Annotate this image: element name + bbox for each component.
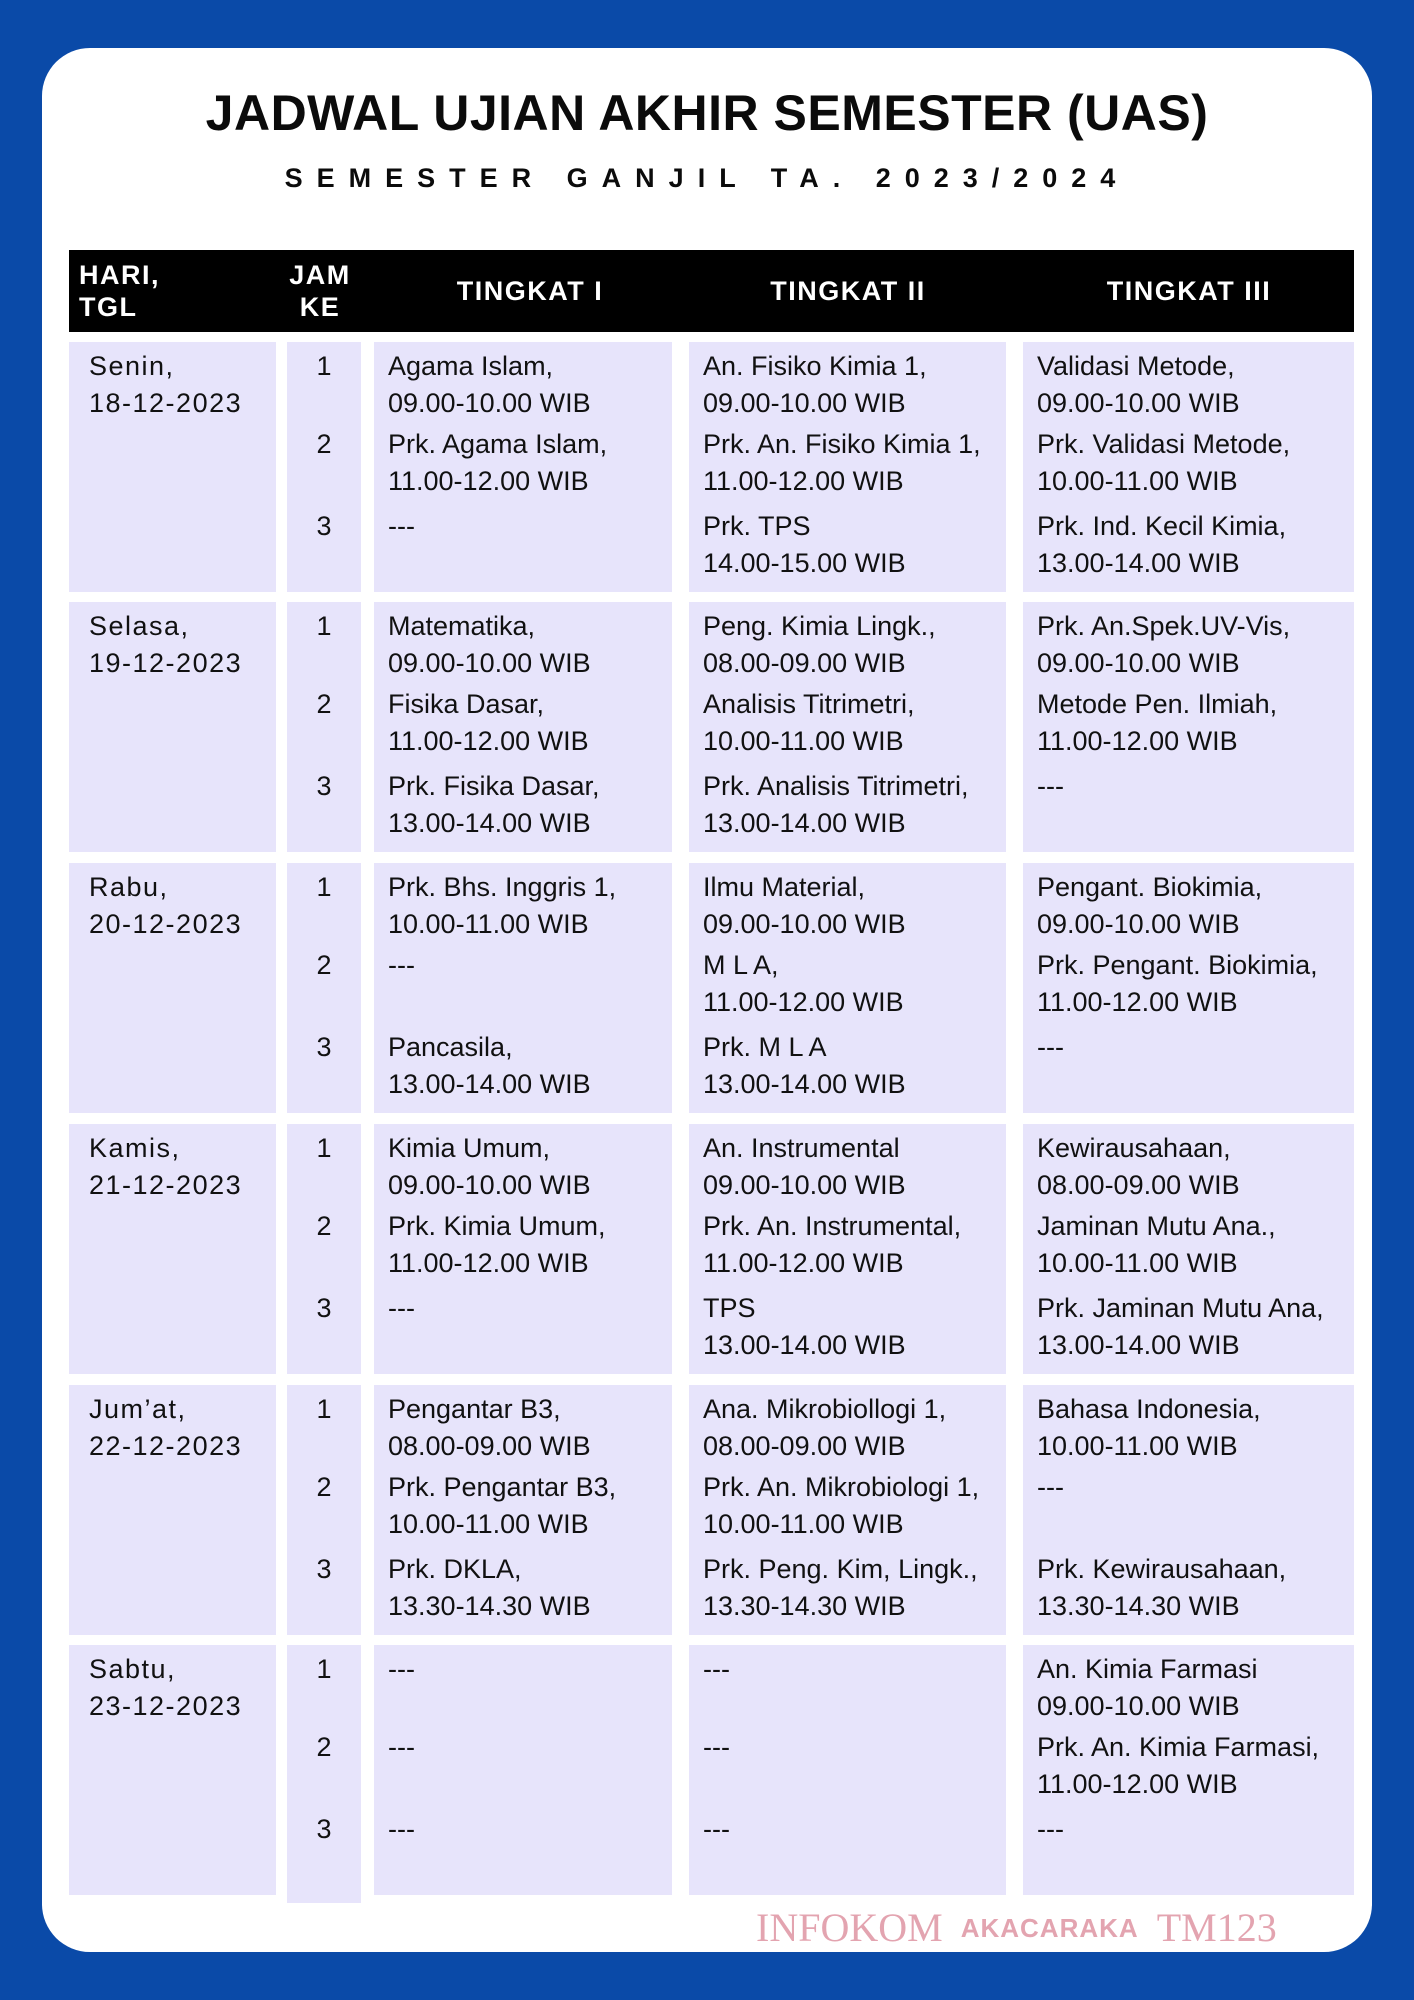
- exam-entry: [1037, 1130, 1348, 1204]
- day-date: [89, 348, 242, 422]
- exam-subject: Prk. An. Instrumental,: [703, 1211, 962, 1241]
- exam-subject: Bahasa Indonesia,: [1037, 1394, 1261, 1424]
- exam-entry: [1037, 348, 1348, 422]
- cell-t1: [374, 1385, 672, 1635]
- cell-day: [69, 1124, 276, 1374]
- exam-subject: Prk. Kewirausahaan,: [1037, 1554, 1287, 1584]
- exam-subject: Prk. Fisika Dasar,: [388, 771, 600, 801]
- day-date: [89, 869, 242, 943]
- exam-entry: [388, 1290, 666, 1327]
- cell-day: [69, 1385, 276, 1635]
- exam-entry: [703, 1290, 1000, 1364]
- day-label: Selasa,: [89, 611, 190, 641]
- exam-entry: [388, 1651, 666, 1688]
- exam-subject: Prk. An. Kimia Farmasi,: [1037, 1732, 1320, 1762]
- exam-subject: Pengant. Biokimia,: [1037, 872, 1263, 902]
- exam-entry: [703, 1469, 1000, 1543]
- exam-entry: [1037, 768, 1348, 805]
- header-jam-line1: JAM: [289, 260, 351, 290]
- exam-entry: [388, 1029, 666, 1103]
- exam-subject: Matematika,: [388, 611, 536, 641]
- exam-subject: Prk. Pengant. Biokimia,: [1037, 950, 1318, 980]
- exam-subject: An. Instrumental: [703, 1133, 900, 1163]
- jam-number: 2: [316, 950, 332, 980]
- exam-entry: [703, 1208, 1000, 1282]
- exam-entry: [388, 1551, 666, 1625]
- exam-time: 13.30-14.30 WIB: [703, 1591, 906, 1621]
- exam-subject: Prk. Ind. Kecil Kimia,: [1037, 511, 1287, 541]
- cell-jam: [287, 1645, 361, 1903]
- exam-time: 13.00-14.00 WIB: [388, 1069, 591, 1099]
- exam-subject: Jaminan Mutu Ana.,: [1037, 1211, 1276, 1241]
- exam-time: 11.00-12.00 WIB: [388, 726, 589, 756]
- exam-time: 10.00-11.00 WIB: [1037, 466, 1238, 496]
- exam-subject: ---: [388, 511, 415, 541]
- exam-entry: [703, 686, 1000, 760]
- cell-day: [69, 342, 276, 592]
- exam-time: 11.00-12.00 WIB: [388, 466, 589, 496]
- exam-time: 10.00-11.00 WIB: [1037, 1431, 1238, 1461]
- jam-number: 2: [316, 429, 332, 459]
- cell-t2: [689, 1645, 1006, 1895]
- cell-t3: [1023, 1645, 1354, 1895]
- exam-entry: [703, 768, 1000, 842]
- exam-entry: [1037, 1811, 1348, 1848]
- exam-entry: [1037, 1208, 1348, 1282]
- cell-t2: [689, 602, 1006, 852]
- exam-subject: Prk. Analisis Titrimetri,: [703, 771, 969, 801]
- header-jam: [285, 250, 355, 332]
- exam-time: 08.00-09.00 WIB: [703, 1431, 906, 1461]
- exam-entry: [1037, 608, 1348, 682]
- exam-time: 13.00-14.00 WIB: [703, 1330, 906, 1360]
- exam-time: 11.00-12.00 WIB: [1037, 987, 1238, 1017]
- header-jam-line2: KE: [299, 292, 341, 322]
- cell-day: [69, 1645, 276, 1895]
- exam-time: 11.00-12.00 WIB: [388, 1248, 589, 1278]
- day-date: [89, 608, 242, 682]
- exam-entry: [388, 947, 666, 984]
- exam-time: 09.00-10.00 WIB: [388, 648, 591, 678]
- exam-subject: ---: [388, 1814, 415, 1844]
- exam-time: 13.00-14.00 WIB: [1037, 1330, 1240, 1360]
- date-label: 20-12-2023: [89, 909, 243, 939]
- exam-time: 09.00-10.00 WIB: [703, 1170, 906, 1200]
- day-date: [89, 1651, 242, 1725]
- jam-number: 3: [316, 1554, 332, 1584]
- cell-t3: [1023, 342, 1354, 592]
- exam-entry: [388, 508, 666, 545]
- exam-time: 09.00-10.00 WIB: [703, 909, 906, 939]
- exam-time: 10.00-11.00 WIB: [388, 909, 589, 939]
- exam-subject: Prk. DKLA,: [388, 1554, 522, 1584]
- exam-time: 08.00-09.00 WIB: [703, 648, 906, 678]
- exam-time: 13.00-14.00 WIB: [1037, 548, 1240, 578]
- cell-day: [69, 863, 276, 1113]
- exam-subject: ---: [703, 1814, 730, 1844]
- header-tingkat-1: TINGKAT I: [456, 275, 604, 306]
- jam-number: 3: [316, 771, 332, 801]
- exam-time: 13.30-14.30 WIB: [388, 1591, 591, 1621]
- page-title: JADWAL UJIAN AKHIR SEMESTER (UAS): [205, 85, 1209, 141]
- jam-number: 1: [316, 351, 332, 381]
- cell-jam: [287, 342, 361, 592]
- exam-time: 11.00-12.00 WIB: [703, 466, 904, 496]
- cell-t3: [1023, 1124, 1354, 1374]
- cell-t1: [374, 342, 672, 592]
- day-date: [89, 1130, 242, 1204]
- cell-t3: [1023, 602, 1354, 852]
- exam-time: 09.00-10.00 WIB: [388, 1170, 591, 1200]
- exam-entry: [703, 1811, 1000, 1848]
- cell-t1: [374, 1645, 672, 1895]
- exam-time: 09.00-10.00 WIB: [388, 388, 591, 418]
- page-subtitle: SEMESTER GANJIL TA. 2023/2024: [284, 163, 1130, 193]
- exam-time: 08.00-09.00 WIB: [1037, 1170, 1240, 1200]
- header-day-line1: HARI,: [79, 260, 160, 290]
- exam-entry: [388, 1391, 666, 1465]
- day-label: Kamis,: [89, 1133, 181, 1163]
- cell-jam: [287, 1124, 361, 1374]
- table-header: [69, 250, 1354, 332]
- date-label: 21-12-2023: [89, 1170, 243, 1200]
- exam-time: 10.00-11.00 WIB: [388, 1509, 589, 1539]
- exam-subject: Prk. Peng. Kim, Lingk.,: [703, 1554, 978, 1584]
- exam-time: 10.00-11.00 WIB: [1037, 1248, 1238, 1278]
- exam-subject: Validasi Metode,: [1037, 351, 1235, 381]
- exam-entry: [388, 608, 666, 682]
- exam-entry: [703, 869, 1000, 943]
- exam-entry: [1037, 1391, 1348, 1465]
- exam-entry: [703, 947, 1000, 1021]
- jam-number: 2: [316, 1211, 332, 1241]
- exam-subject: Prk. An. Mikrobiologi 1,: [703, 1472, 980, 1502]
- exam-time: 10.00-11.00 WIB: [703, 726, 904, 756]
- jam-number: 3: [316, 1814, 332, 1844]
- day-label: Rabu,: [89, 872, 169, 902]
- exam-time: 11.00-12.00 WIB: [703, 1248, 904, 1278]
- exam-subject: Prk. Pengantar B3,: [388, 1472, 617, 1502]
- exam-entry: [1037, 1029, 1348, 1066]
- watermark-left: INFOKOM: [756, 1905, 943, 1950]
- exam-entry: [388, 686, 666, 760]
- exam-subject: Kimia Umum,: [388, 1133, 551, 1163]
- jam-number: 2: [316, 1732, 332, 1762]
- exam-entry: [388, 768, 666, 842]
- exam-subject: Prk. An. Fisiko Kimia 1,: [703, 429, 981, 459]
- exam-subject: ---: [703, 1654, 730, 1684]
- exam-subject: Prk. An.Spek.UV-Vis,: [1037, 611, 1291, 641]
- exam-time: 11.00-12.00 WIB: [1037, 1769, 1238, 1799]
- date-label: 18-12-2023: [89, 388, 243, 418]
- exam-time: 09.00-10.00 WIB: [1037, 1691, 1240, 1721]
- exam-time: 09.00-10.00 WIB: [1037, 388, 1240, 418]
- date-label: 19-12-2023: [89, 648, 243, 678]
- exam-subject: Prk. Agama Islam,: [388, 429, 608, 459]
- jam-number: 1: [316, 1394, 332, 1424]
- exam-entry: [1037, 869, 1348, 943]
- exam-subject: Ilmu Material,: [703, 872, 866, 902]
- day-date: [89, 1391, 242, 1465]
- exam-subject: Pancasila,: [388, 1032, 513, 1062]
- exam-subject: Kewirausahaan,: [1037, 1133, 1231, 1163]
- exam-entry: [703, 608, 1000, 682]
- exam-subject: ---: [388, 1293, 415, 1323]
- exam-entry: [1037, 508, 1348, 582]
- exam-subject: Agama Islam,: [388, 351, 554, 381]
- exam-subject: Fisika Dasar,: [388, 689, 545, 719]
- exam-entry: [1037, 426, 1348, 500]
- exam-time: 09.00-10.00 WIB: [1037, 648, 1240, 678]
- exam-subject: ---: [388, 1654, 415, 1684]
- exam-time: 13.30-14.30 WIB: [1037, 1591, 1240, 1621]
- exam-entry: [703, 508, 1000, 582]
- exam-entry: [388, 1208, 666, 1282]
- exam-entry: [703, 1130, 1000, 1204]
- day-label: Senin,: [89, 351, 175, 381]
- exam-entry: [388, 1811, 666, 1848]
- exam-subject: Pengantar B3,: [388, 1394, 561, 1424]
- cell-t3: [1023, 863, 1354, 1113]
- exam-entry: [703, 1391, 1000, 1465]
- jam-number: 1: [316, 611, 332, 641]
- jam-number: 2: [316, 1472, 332, 1502]
- exam-subject: M L A,: [703, 950, 779, 980]
- exam-entry: [1037, 1469, 1348, 1506]
- watermark-middle: AKACARAKA: [960, 1913, 1139, 1943]
- exam-entry: [388, 869, 666, 943]
- cell-t2: [689, 1385, 1006, 1635]
- exam-time: 09.00-10.00 WIB: [1037, 909, 1240, 939]
- exam-subject: Peng. Kimia Lingk.,: [703, 611, 936, 641]
- date-label: 23-12-2023: [89, 1691, 243, 1721]
- exam-subject: ---: [388, 950, 415, 980]
- exam-time: 10.00-11.00 WIB: [703, 1509, 904, 1539]
- cell-t1: [374, 863, 672, 1113]
- header-tingkat-2: TINGKAT II: [770, 275, 926, 306]
- exam-subject: Prk. Jaminan Mutu Ana,: [1037, 1293, 1324, 1323]
- exam-entry: [1037, 1651, 1348, 1725]
- exam-time: 13.00-14.00 WIB: [703, 808, 906, 838]
- exam-subject: ---: [703, 1732, 730, 1762]
- exam-time: 14.00-15.00 WIB: [703, 548, 906, 578]
- exam-entry: [388, 426, 666, 500]
- cell-t1: [374, 602, 672, 852]
- exam-subject: ---: [1037, 1814, 1064, 1844]
- exam-time: 13.00-14.00 WIB: [703, 1069, 906, 1099]
- exam-entry: [388, 348, 666, 422]
- exam-subject: Metode Pen. Ilmiah,: [1037, 689, 1278, 719]
- exam-time: 08.00-09.00 WIB: [388, 1431, 591, 1461]
- exam-subject: An. Fisiko Kimia 1,: [703, 351, 927, 381]
- cell-jam: [287, 863, 361, 1113]
- exam-subject: ---: [388, 1732, 415, 1762]
- jam-number: 3: [316, 1293, 332, 1323]
- exam-time: 11.00-12.00 WIB: [703, 987, 904, 1017]
- exam-entry: [1037, 1290, 1348, 1364]
- exam-subject: Analisis Titrimetri,: [703, 689, 915, 719]
- exam-subject: ---: [1037, 771, 1064, 801]
- jam-number: 3: [316, 1032, 332, 1062]
- exam-entry: [388, 1469, 666, 1543]
- exam-entry: [703, 1729, 1000, 1766]
- cell-jam: [287, 1385, 361, 1635]
- exam-time: 09.00-10.00 WIB: [703, 388, 906, 418]
- exam-subject: ---: [1037, 1032, 1064, 1062]
- exam-subject: An. Kimia Farmasi: [1037, 1654, 1258, 1684]
- exam-entry: [703, 348, 1000, 422]
- exam-subject: TPS: [703, 1293, 756, 1323]
- cell-t1: [374, 1124, 672, 1374]
- exam-subject: Prk. Bhs. Inggris 1,: [388, 872, 617, 902]
- header-tingkat-3: TINGKAT III: [1106, 275, 1272, 306]
- header-day-line2: TGL: [79, 292, 138, 322]
- exam-entry: [1037, 686, 1348, 760]
- jam-number: 2: [316, 689, 332, 719]
- jam-number: 1: [316, 1133, 332, 1163]
- exam-subject: Prk. Validasi Metode,: [1037, 429, 1291, 459]
- exam-entry: [703, 1651, 1000, 1688]
- exam-entry: [388, 1130, 666, 1204]
- day-label: Sabtu,: [89, 1654, 177, 1684]
- cell-t3: [1023, 1385, 1354, 1635]
- cell-t2: [689, 342, 1006, 592]
- cell-t2: [689, 863, 1006, 1113]
- exam-entry: [1037, 1729, 1348, 1803]
- exam-subject: ---: [1037, 1472, 1064, 1502]
- exam-subject: Prk. Kimia Umum,: [388, 1211, 606, 1241]
- date-label: 22-12-2023: [89, 1431, 243, 1461]
- exam-entry: [1037, 1551, 1348, 1625]
- exam-subject: Prk. M L A: [703, 1032, 827, 1062]
- watermark-right: TM123: [1156, 1905, 1277, 1950]
- exam-entry: [703, 426, 1000, 500]
- exam-entry: [703, 1551, 1000, 1625]
- exam-subject: Ana. Mikrobiollogi 1,: [703, 1394, 947, 1424]
- exam-entry: [1037, 947, 1348, 1021]
- jam-number: 3: [316, 511, 332, 541]
- watermark: [756, 1904, 1277, 1954]
- exam-subject: Prk. TPS: [703, 511, 811, 541]
- cell-jam: [287, 602, 361, 852]
- header-day: [79, 250, 269, 332]
- day-label: Jum’at,: [89, 1394, 187, 1424]
- exam-time: 13.00-14.00 WIB: [388, 808, 591, 838]
- cell-day: [69, 602, 276, 852]
- jam-number: 1: [316, 872, 332, 902]
- jam-number: 1: [316, 1654, 332, 1684]
- exam-entry: [703, 1029, 1000, 1103]
- exam-entry: [388, 1729, 666, 1766]
- cell-t2: [689, 1124, 1006, 1374]
- exam-time: 11.00-12.00 WIB: [1037, 726, 1238, 756]
